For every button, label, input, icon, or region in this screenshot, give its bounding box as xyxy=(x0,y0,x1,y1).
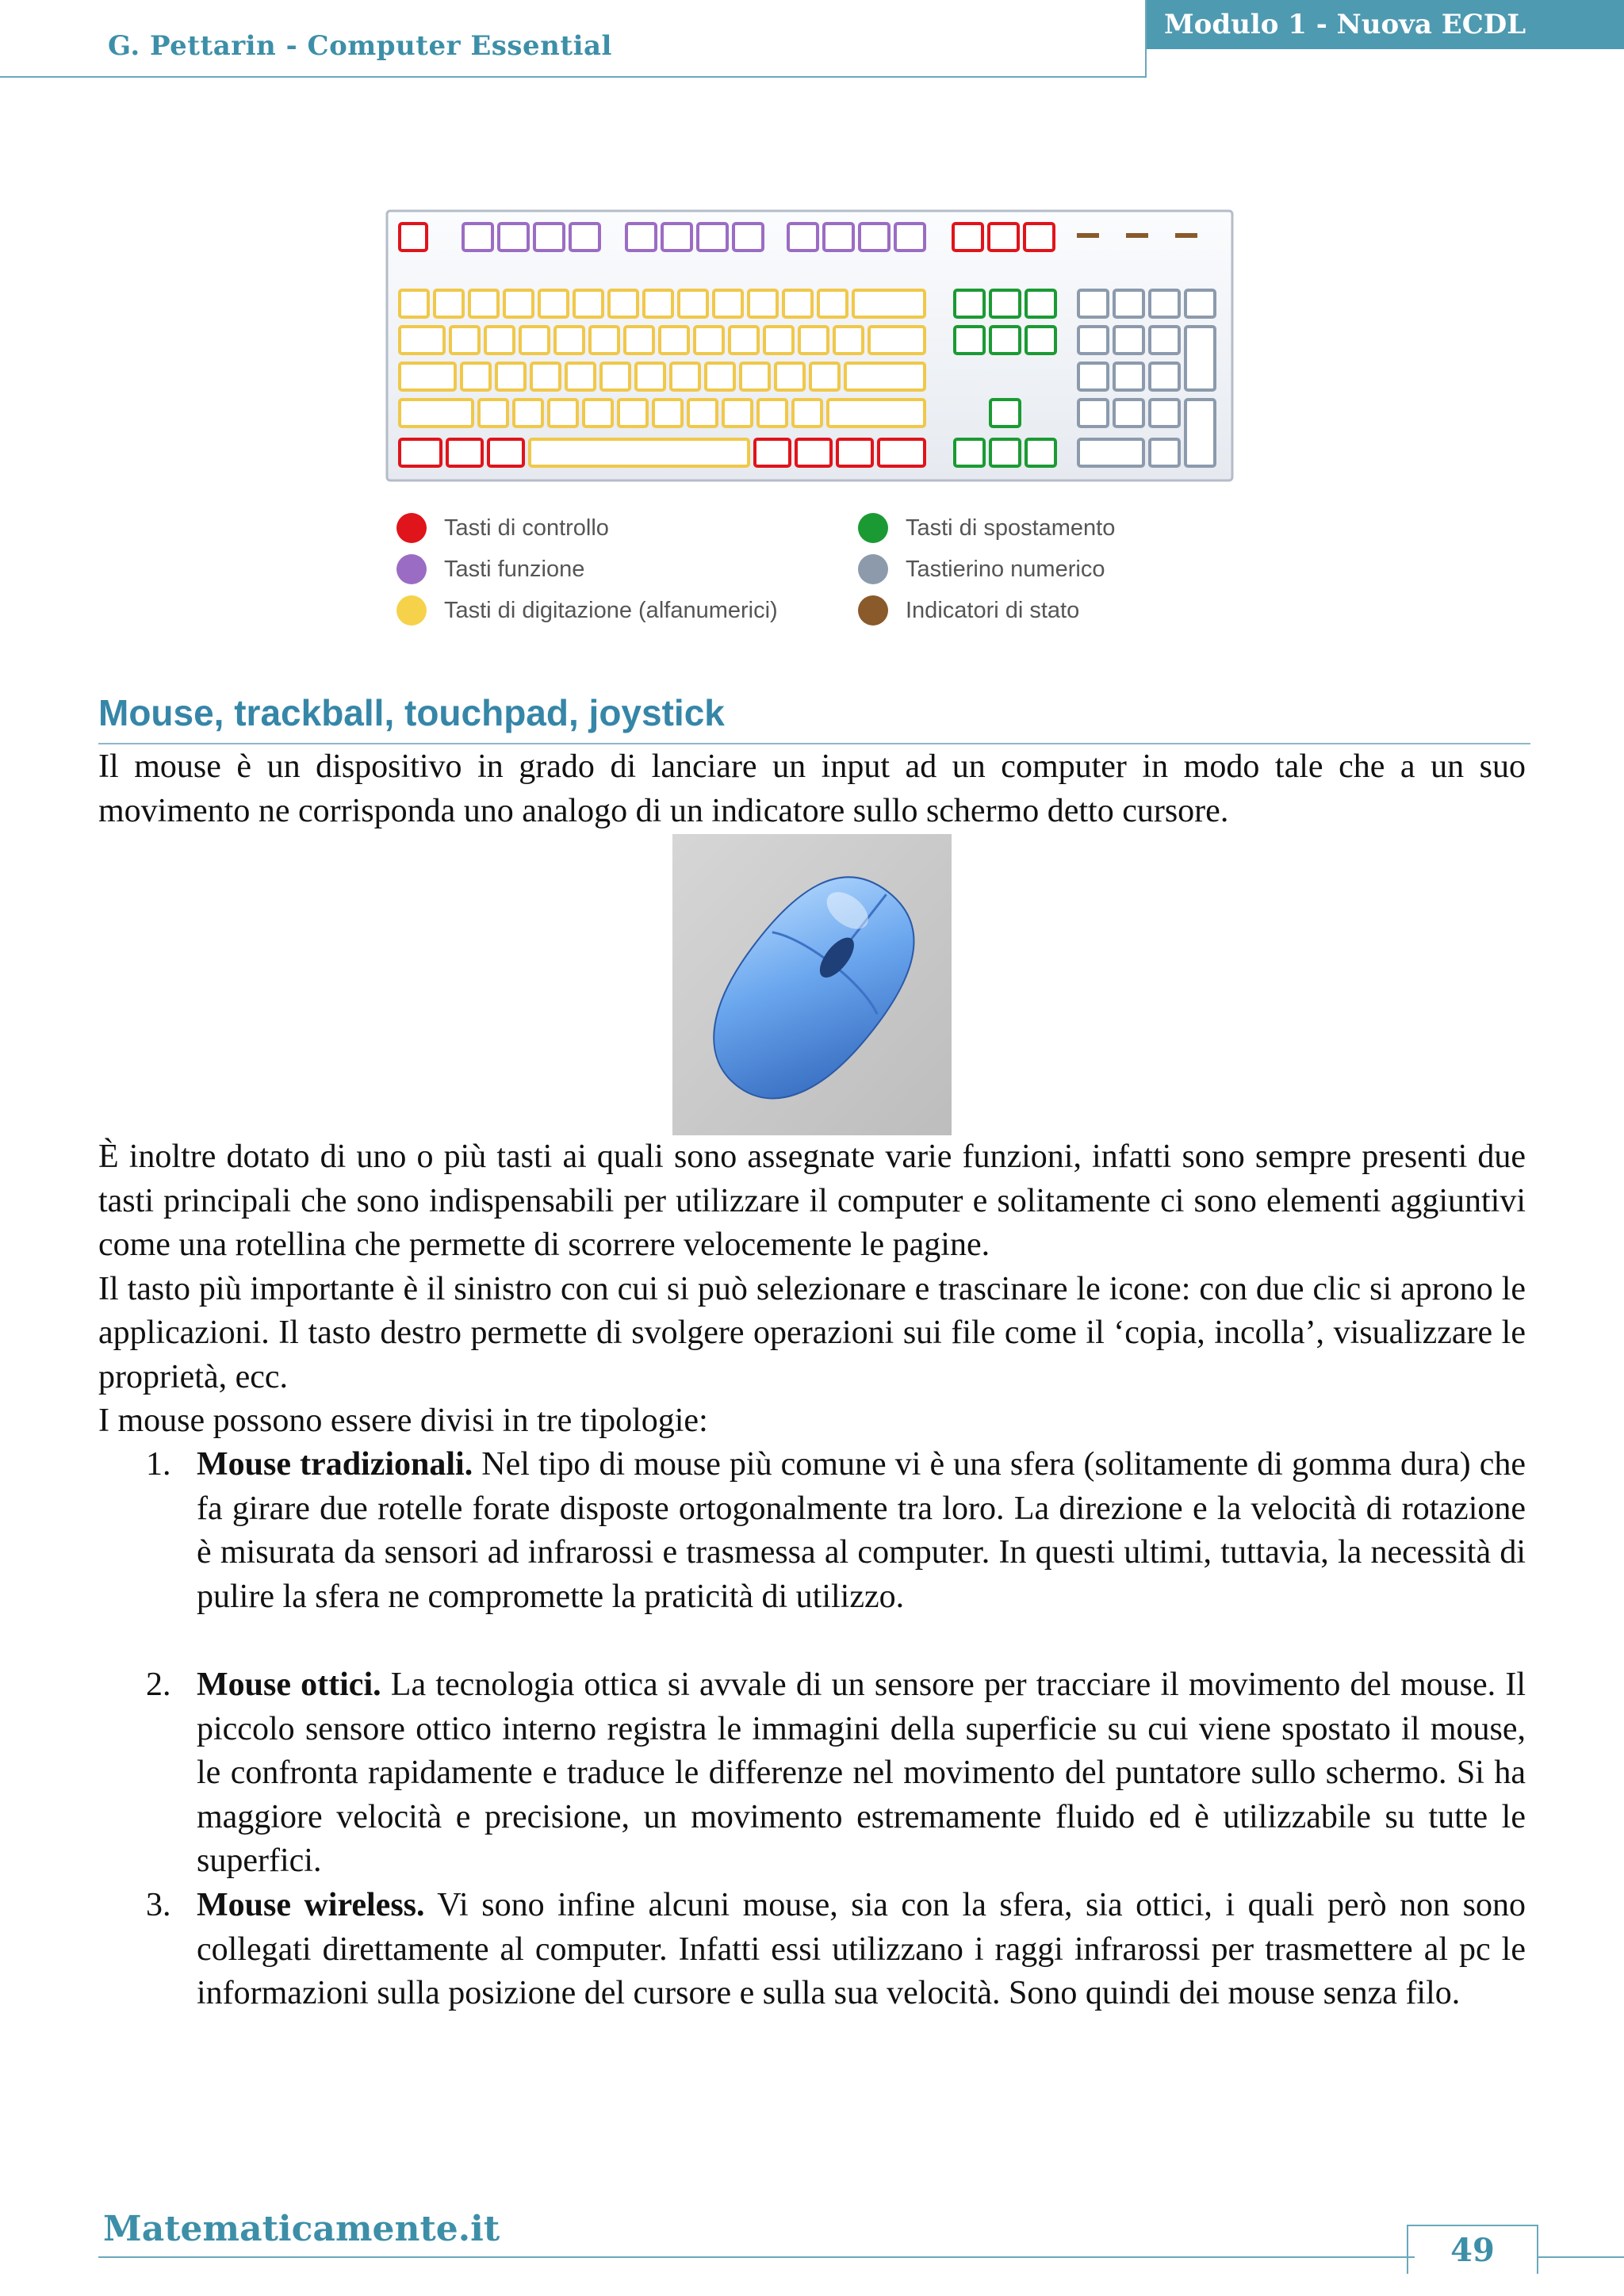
key-typing xyxy=(671,363,699,390)
legend-item-function xyxy=(396,552,584,587)
status-indicator xyxy=(1175,233,1197,238)
key-control xyxy=(953,224,982,251)
key-arrow-up xyxy=(990,400,1020,427)
key-numpad xyxy=(1114,400,1143,427)
paragraph-intro: Il mouse è un dispositivo in grado di lanciare un input ad un computer in modo tale che a un suo movimento ne corrisponda uno analogo di un indicatore sullo schermo detto cursore. xyxy=(98,748,1526,829)
key-caps xyxy=(400,363,455,390)
key-arrow xyxy=(1026,439,1055,466)
key-arrow xyxy=(955,439,984,466)
key-navigation xyxy=(1026,290,1055,317)
key-navigation xyxy=(990,327,1020,354)
key-esc xyxy=(400,224,427,251)
legend-label: Tasti di digitazione (alfanumerici) xyxy=(444,597,778,623)
key-typing xyxy=(601,363,630,390)
key-typing xyxy=(462,363,490,390)
key-typing xyxy=(619,400,647,427)
key-control xyxy=(989,224,1018,251)
key-tab xyxy=(400,327,444,354)
key-numpad xyxy=(1150,290,1179,317)
key-typing xyxy=(636,363,665,390)
key-typing xyxy=(695,327,723,354)
legend-item-numpad xyxy=(858,552,1105,587)
key-space xyxy=(530,439,749,466)
key-navigation xyxy=(955,290,984,317)
key-numpad-plus xyxy=(1185,327,1215,390)
list-number: 2. xyxy=(146,1667,171,1703)
key-typing xyxy=(653,400,682,427)
legend-dot-icon xyxy=(858,513,888,543)
key-typing xyxy=(584,400,612,427)
key-numpad xyxy=(1150,400,1179,427)
key-typing xyxy=(625,327,653,354)
key-typing xyxy=(485,327,514,354)
key-typing xyxy=(818,290,847,317)
legend-item-control xyxy=(396,511,609,545)
key-function xyxy=(626,224,656,251)
legend-dot-icon xyxy=(396,513,427,543)
key-ctrl xyxy=(400,439,441,466)
key-typing xyxy=(609,290,638,317)
key-typing xyxy=(810,363,839,390)
key-alt xyxy=(488,439,523,466)
key-typing xyxy=(706,363,734,390)
list-item-title: Mouse tradizionali. xyxy=(197,1446,473,1483)
header-module-tab: Modulo 1 - Nuova ECDL xyxy=(1147,0,1624,49)
key-typing xyxy=(799,327,828,354)
key-win xyxy=(447,439,482,466)
paragraph-types-intro: I mouse possono essere divisi in tre tipologie: xyxy=(98,1402,708,1439)
key-typing xyxy=(590,327,619,354)
key-typing xyxy=(574,290,603,317)
legend-label: Tasti di spostamento xyxy=(906,515,1116,541)
key-typing xyxy=(834,327,863,354)
header-document-title: G. Pettarin - Computer Essential xyxy=(108,30,612,62)
key-function xyxy=(733,224,763,251)
key-numpad xyxy=(1150,363,1179,390)
keyboard-legend xyxy=(396,511,1158,637)
footer-rule-right xyxy=(1538,2256,1624,2258)
key-typing xyxy=(531,363,560,390)
key-function xyxy=(895,224,925,251)
legend-label: Indicatori di stato xyxy=(906,597,1080,623)
mouse-image xyxy=(672,834,952,1135)
key-typing xyxy=(539,290,568,317)
legend-dot-icon xyxy=(858,595,888,626)
key-typing xyxy=(496,363,525,390)
key-control xyxy=(1025,224,1054,251)
key-numpad xyxy=(1078,400,1108,427)
key-navigation xyxy=(990,290,1020,317)
key-function xyxy=(824,224,853,251)
key-menu xyxy=(837,439,872,466)
key-typing xyxy=(450,327,479,354)
key-backspace xyxy=(853,290,925,317)
legend-dot-icon xyxy=(858,554,888,584)
key-typing xyxy=(549,400,577,427)
key-numpad xyxy=(1114,363,1143,390)
key-function xyxy=(463,224,492,251)
key-altgr xyxy=(755,439,790,466)
key-typing xyxy=(714,290,742,317)
key-numpad-zero xyxy=(1078,439,1143,466)
heading-rule xyxy=(98,743,1530,744)
key-typing xyxy=(793,400,822,427)
key-shift xyxy=(828,400,925,427)
legend-item-navigation xyxy=(858,511,1115,545)
header-rule xyxy=(0,76,1145,78)
key-typing xyxy=(730,327,758,354)
key-function xyxy=(860,224,889,251)
section-heading: Mouse, trackball, touchpad, joystick xyxy=(98,692,725,733)
key-enter xyxy=(869,327,925,354)
key-typing xyxy=(758,400,787,427)
key-typing xyxy=(469,290,498,317)
list-number: 3. xyxy=(146,1887,171,1923)
key-typing xyxy=(679,290,707,317)
key-typing xyxy=(749,290,777,317)
key-typing xyxy=(783,290,812,317)
key-numpad xyxy=(1078,327,1108,354)
list-item-text: Vi sono infine alcuni mouse, sia con la sfera, sia ottici, i quali però non sono collegati direttamente al computer. Infatti essi utilizzano i raggi infrarossi per trasmettere al pc le informazioni sulla posizione del cursore e sulla sua velocità. Sono quindi dei mouse senza filo. xyxy=(197,1887,1526,2011)
key-numpad xyxy=(1185,290,1215,317)
key-typing xyxy=(741,363,769,390)
key-typing xyxy=(514,400,542,427)
paragraph-buttons-b: Il tasto più importante è il sinistro con cui si può selezionare e trascinare le icone: con due clic si aprono le applicazioni. Il tasto destro permette di svolgere operazioni sui file come il ‘copia, incolla’, visualizzare le proprietà, ecc. xyxy=(98,1270,1526,1395)
key-function xyxy=(788,224,818,251)
key-arrow xyxy=(990,439,1020,466)
list-number: 1. xyxy=(146,1446,171,1483)
keyboard-diagram xyxy=(384,208,1235,484)
key-win xyxy=(796,439,831,466)
list-item xyxy=(98,1884,1526,2016)
legend-item-status xyxy=(858,593,1079,628)
page-number: 49 xyxy=(1407,2225,1538,2274)
key-shift xyxy=(400,400,473,427)
status-indicator xyxy=(1126,233,1148,238)
key-typing xyxy=(764,327,793,354)
legend-dot-icon xyxy=(396,554,427,584)
key-function xyxy=(662,224,691,251)
list-item-text: Nel tipo di mouse più comune vi è una sfera (solitamente di gomma dura) che fa girare due rotelle forate disposte ortogonalmente tra loro. La direzione e la velocità di rotazione è misurata da sensori ad infrarossi e trasmessa al computer. In questi ultimi, tuttavia, la necessità di pulire la sfera ne compromette la praticità di utilizzo. xyxy=(197,1446,1526,1615)
legend-label: Tasti funzione xyxy=(444,556,585,582)
list-item-title: Mouse ottici. xyxy=(197,1667,381,1703)
status-indicator xyxy=(1077,233,1099,238)
key-numpad xyxy=(1078,290,1108,317)
key-function xyxy=(698,224,727,251)
key-numpad xyxy=(1150,327,1179,354)
list-item xyxy=(98,1443,1526,1619)
key-typing xyxy=(723,400,752,427)
legend-label: Tasti di controllo xyxy=(444,515,609,541)
key-typing xyxy=(688,400,717,427)
paragraph-buttons-a: È inoltre dotato di uno o più tasti ai quali sono assegnate varie funzioni, infatti sono sempre presenti due tasti principali che sono indispensabili per utilizzare il computer e solitamente ci sono elementi aggiuntivi come una rotellina che permette di scorrere velocemente le pagine. xyxy=(98,1138,1526,1263)
key-numpad xyxy=(1150,439,1179,466)
key-numpad xyxy=(1114,290,1143,317)
key-enter xyxy=(845,363,925,390)
key-typing xyxy=(566,363,595,390)
list-item xyxy=(98,1663,1526,1884)
key-typing xyxy=(555,327,584,354)
key-function xyxy=(499,224,528,251)
paragraph-buttons xyxy=(98,1135,1526,1444)
key-numpad xyxy=(1114,327,1143,354)
key-typing xyxy=(644,290,672,317)
key-ctrl xyxy=(879,439,925,466)
key-numpad-enter xyxy=(1185,400,1215,466)
list-item-text: La tecnologia ottica si avvale di un sensore per tracciare il movimento del mouse. Il piccolo sensore ottico interno registra le immagini della superficie su cui viene spostato il mouse, le confronta rapidamente e traduce le differenze nel movimento del puntatore sullo schermo. Si ha maggiore velocità e precisione, un movimento estremamente fluido ed è utilizzabile su tutte le superfici. xyxy=(197,1667,1526,1879)
legend-dot-icon xyxy=(396,595,427,626)
footer-site-link[interactable]: Matematicamente.it xyxy=(103,2209,500,2249)
key-typing xyxy=(520,327,549,354)
key-function xyxy=(570,224,599,251)
key-navigation xyxy=(1026,327,1055,354)
legend-label: Tastierino numerico xyxy=(906,556,1105,582)
legend-item-typing xyxy=(396,593,778,628)
list-item-title: Mouse wireless. xyxy=(197,1887,425,1923)
key-typing xyxy=(504,290,533,317)
key-typing xyxy=(660,327,688,354)
key-typing xyxy=(435,290,463,317)
key-function xyxy=(534,224,564,251)
key-typing xyxy=(479,400,508,427)
footer-rule xyxy=(98,2256,1415,2258)
key-typing xyxy=(776,363,804,390)
key-numpad xyxy=(1078,363,1108,390)
key-navigation xyxy=(955,327,984,354)
key-typing xyxy=(400,290,428,317)
